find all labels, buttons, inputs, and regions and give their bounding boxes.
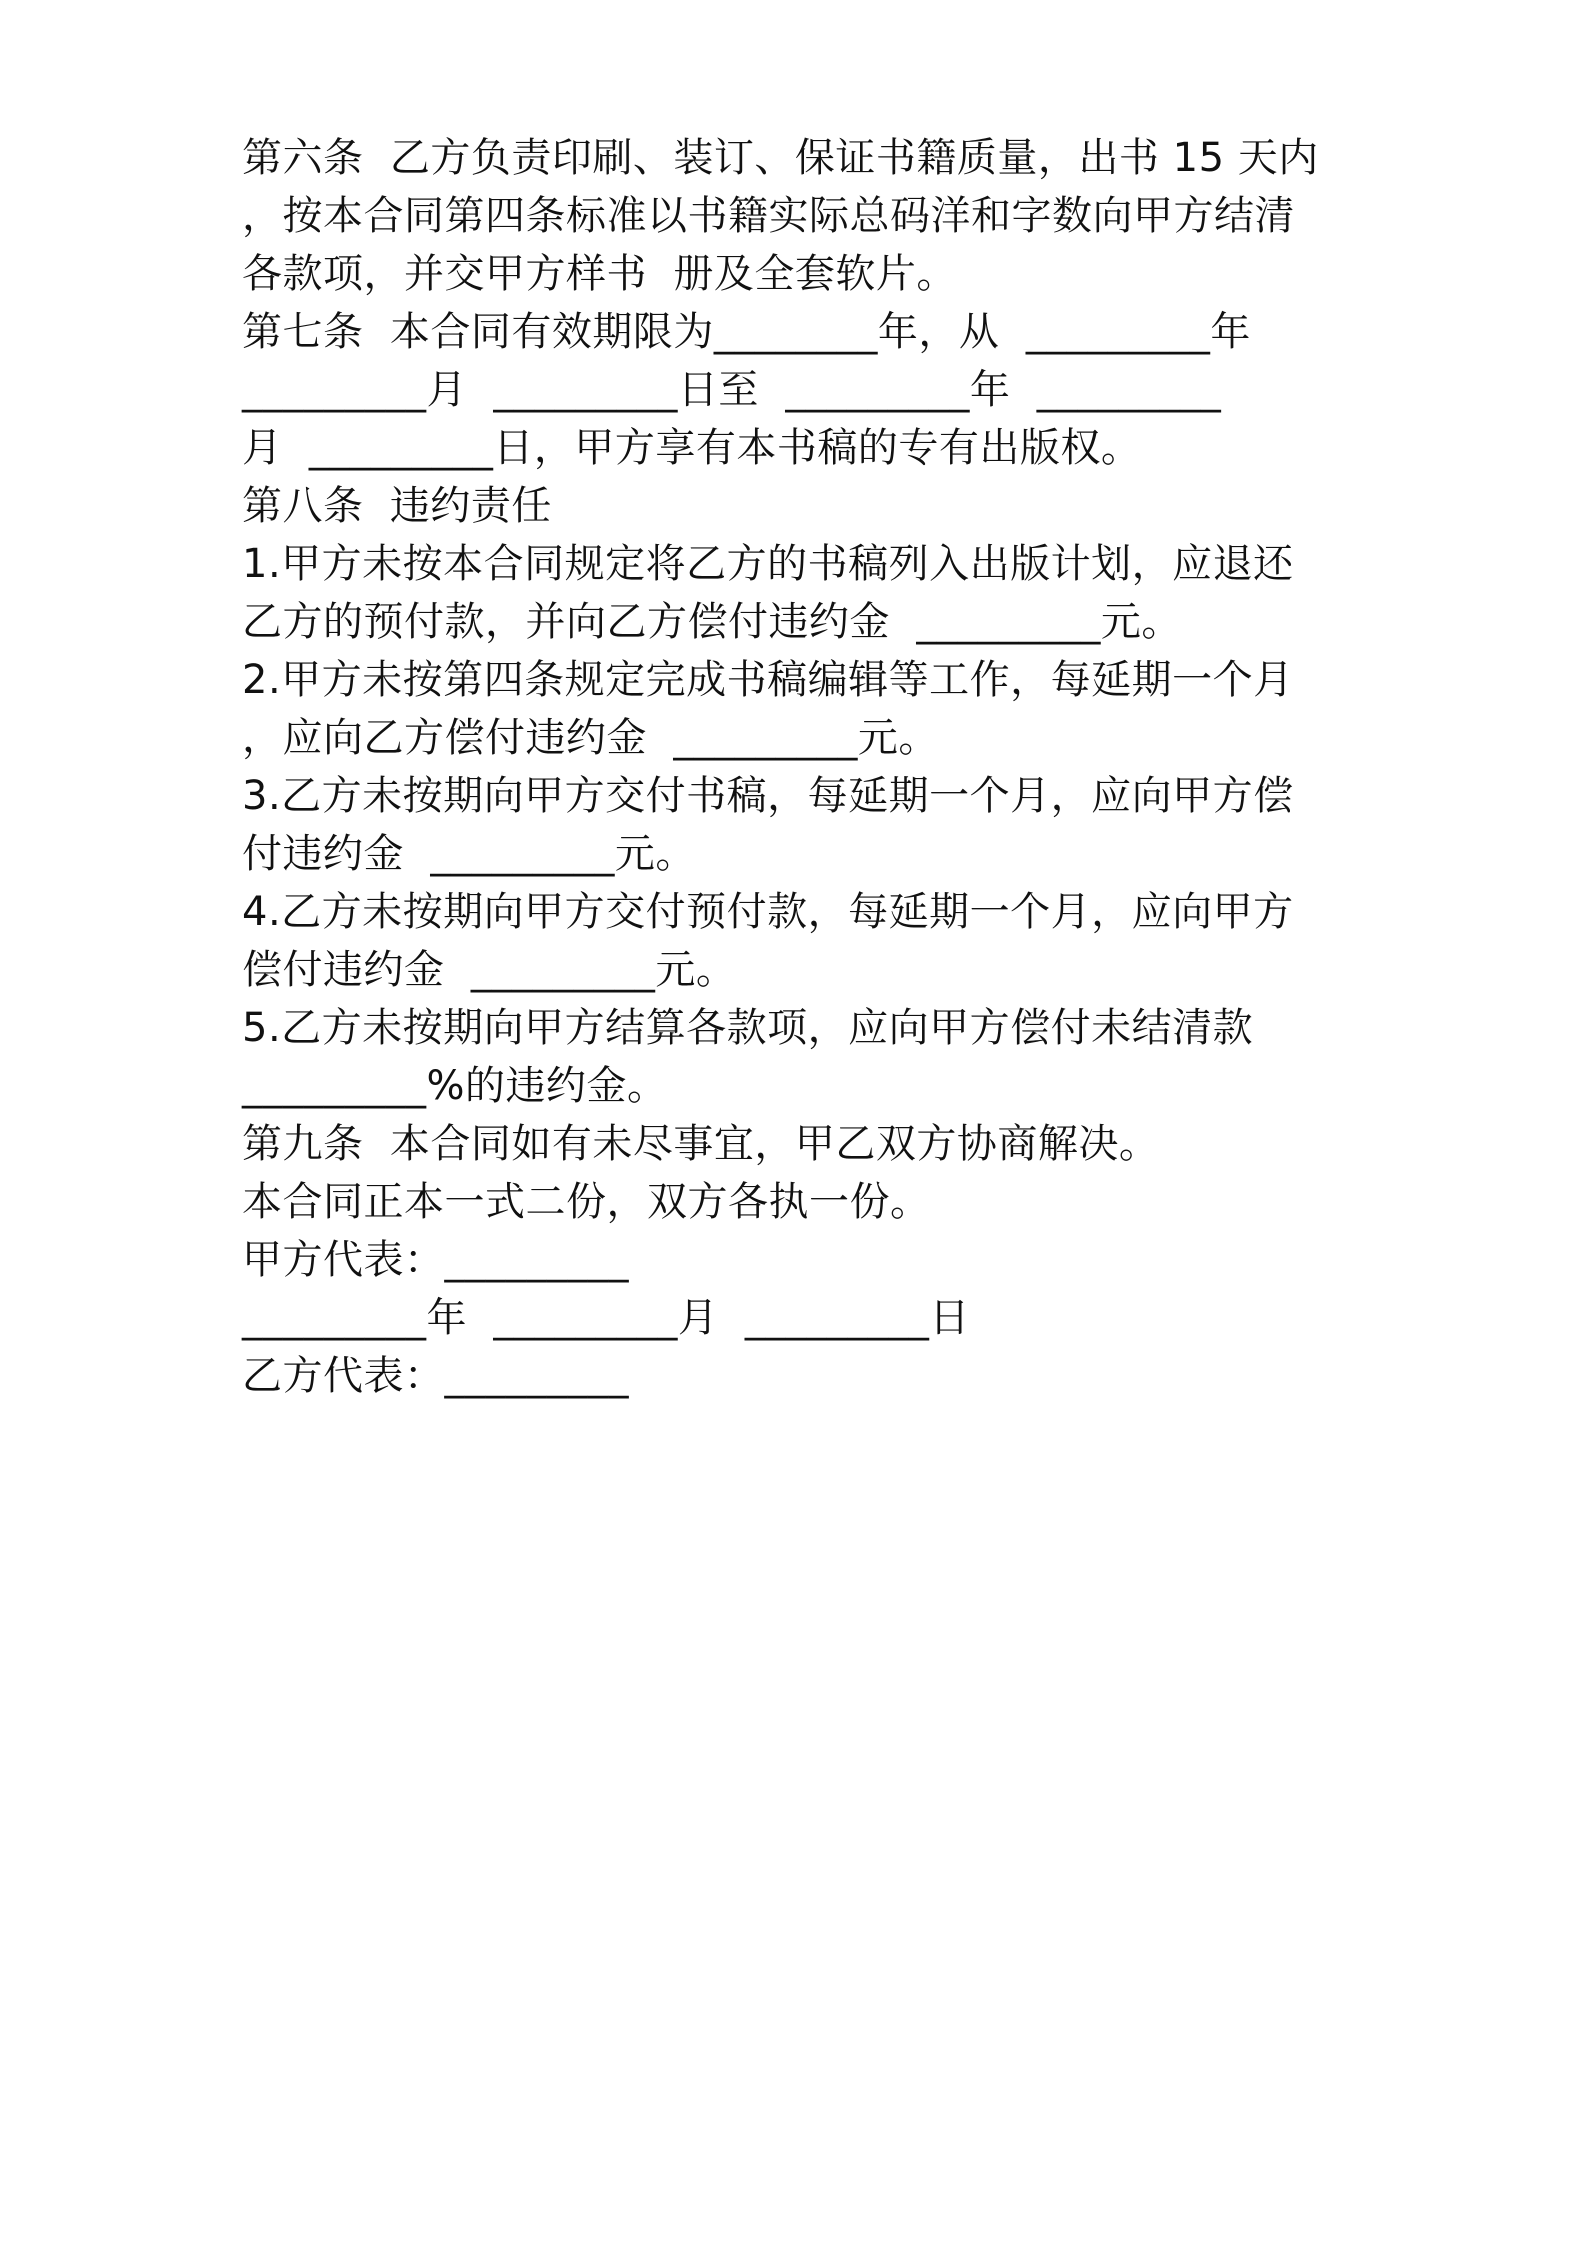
article-7-line-1: 第七条 本合同有效期限为________年，从 _________年	[242, 309, 1251, 355]
article-6-line-3: 各款项，并交甲方样书 册及全套软片。	[242, 251, 957, 297]
article-6-line-2: ，按本合同第四条标准以书籍实际总码洋和字数向甲方结清	[242, 193, 1295, 239]
article-7-line-3: 月 _________日，甲方享有本书稿的专有出版权。	[242, 425, 1142, 471]
clause-4-line-1: 4.乙方未按期向甲方交付预付款，每延期一个月，应向甲方	[242, 889, 1294, 935]
clause-4-line-2: 偿付违约金 _________元。	[242, 947, 737, 993]
article-7-line-2: _________月 _________日至 _________年 _________	[242, 367, 1222, 413]
clause-1-line-1: 1.甲方未按本合同规定将乙方的书稿列入出版计划，应退还	[242, 541, 1294, 587]
article-9: 第九条 本合同如有未尽事宜，甲乙双方协商解决。	[242, 1121, 1160, 1167]
clause-5-line-1: 5.乙方未按期向甲方结算各款项，应向甲方偿付未结清款	[242, 1005, 1254, 1051]
clause-3-line-2: 付违约金 _________元。	[242, 831, 696, 877]
article-8-heading: 第八条 违约责任	[242, 483, 552, 529]
party-b-representative: 乙方代表：_________	[242, 1353, 629, 1399]
clause-1-line-2: 乙方的预付款，并向乙方偿付违约金 _________元。	[242, 599, 1182, 645]
signing-date: _________年 _________月 _________日	[242, 1295, 970, 1341]
clause-2-line-1: 2.甲方未按第四条规定完成书稿编辑等工作，每延期一个月	[242, 657, 1294, 703]
clause-3-line-1: 3.乙方未按期向甲方交付书稿，每延期一个月，应向甲方偿	[242, 773, 1294, 819]
party-a-representative: 甲方代表：_________	[242, 1237, 629, 1283]
clause-2-line-2: ，应向乙方偿付违约金 _________元。	[242, 715, 939, 761]
clause-5-line-2: _________%的违约金。	[242, 1063, 668, 1109]
article-6-line-1: 第六条 乙方负责印刷、装订、保证书籍质量，出书 15 天内	[242, 135, 1319, 181]
copies-statement: 本合同正本一式二份，双方各执一份。	[242, 1179, 931, 1225]
